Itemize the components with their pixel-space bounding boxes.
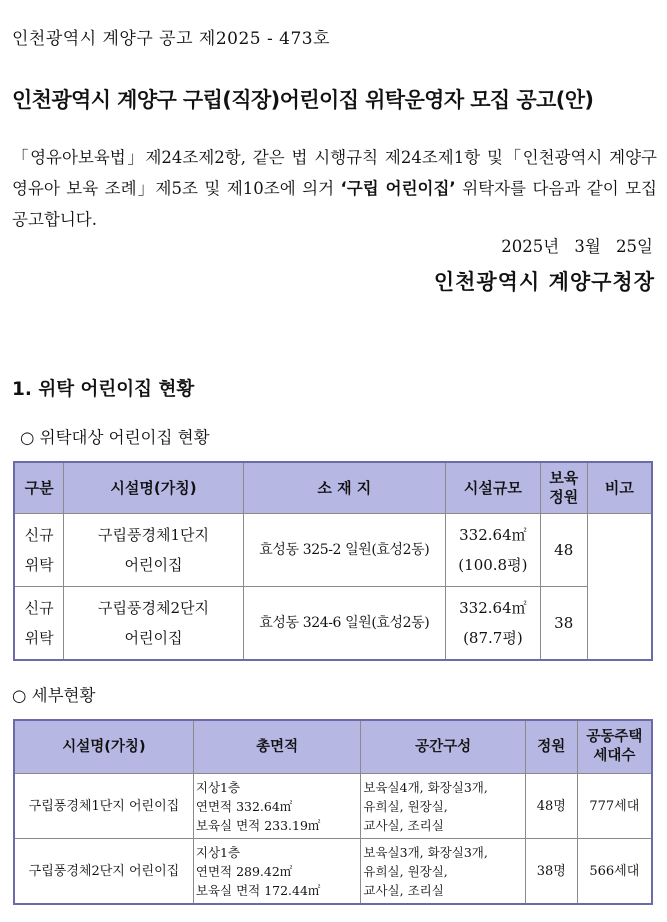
intro-text-1: 「영유아보육법」제24조제2항, 같은 법 시행규칙 제24조제1항 및「인천광역시 계양구 영유아 보육 조례」제5조 및 제10조에 의거 — [12, 148, 657, 198]
page-title: 인천광역시 계양구 구립(직장)어린이집 위탁운영자 모집 공고(안) — [12, 88, 594, 112]
col-header-space: 공간구성 — [361, 720, 525, 774]
cell-size: 332.64㎡ (100.8평) — [445, 514, 540, 587]
table-row — [14, 514, 652, 587]
cell-capacity: 48 — [540, 514, 587, 587]
cell-space: 보육실3개, 화장실3개, 유희실, 원장실, 교사실, 조리실 — [361, 839, 525, 905]
section-heading: 1. 위탁 어린이집 현황 — [12, 379, 195, 400]
col-header-address: 소 재 지 — [243, 462, 445, 514]
cell-households: 566세대 — [577, 839, 652, 905]
intro-paragraph — [12, 142, 657, 235]
cell-space: 보육실4개, 화장실3개, 유희실, 원장실, 교사실, 조리실 — [361, 774, 525, 839]
issuer: 인천광역시 계양구청장 — [433, 270, 655, 294]
col-header-name: 시설명(가칭) — [14, 720, 193, 774]
cell-households: 777세대 — [577, 774, 652, 839]
cell-note — [587, 514, 652, 661]
subsection-heading: ○ 위탁대상 어린이집 현황 — [20, 428, 210, 447]
cell-capacity: 38명 — [525, 839, 577, 905]
col-header-size: 시설규모 — [445, 462, 540, 514]
col-header-capacity: 보육 정원 — [540, 462, 587, 514]
table-header-row — [14, 462, 652, 514]
table-row — [14, 839, 652, 905]
col-header-name: 시설명(가칭) — [64, 462, 243, 514]
cell-address: 효성동 324-6 일원(효성2동) — [243, 587, 445, 661]
cell-area: 지상1층 연면적 332.64㎡ 보육실 면적 233.19㎡ — [193, 774, 361, 839]
cell-name: 구립풍경체2단지 어린이집 — [64, 587, 243, 661]
table-row — [14, 774, 652, 839]
cell-name: 구립풍경체2단지 어린이집 — [14, 839, 193, 905]
intro-text-2: 위탁자를 다음과 같이 모집 공고합니다. — [12, 179, 657, 229]
cell-type: 신규 위탁 — [14, 587, 64, 661]
col-header-type: 구분 — [14, 462, 64, 514]
cell-name: 구립풍경체1단지 어린이집 — [14, 774, 193, 839]
col-header-households: 공동주택 세대수 — [577, 720, 652, 774]
cell-area: 지상1층 연면적 289.42㎡ 보육실 면적 172.44㎡ — [193, 839, 361, 905]
col-header-area: 총면적 — [193, 720, 361, 774]
cell-capacity: 48명 — [525, 774, 577, 839]
cell-capacity: 38 — [540, 587, 587, 661]
col-header-capacity: 정원 — [525, 720, 577, 774]
facility-detail-table — [13, 719, 653, 905]
intro-emphasis: ‘구립 어린이집’ — [340, 179, 456, 198]
cell-address: 효성동 325-2 일원(효성2동) — [243, 514, 445, 587]
table-header-row — [14, 720, 652, 774]
notice-date: 2025년 3월 25일 — [501, 237, 653, 256]
col-header-note: 비고 — [587, 462, 652, 514]
table-row — [14, 587, 652, 661]
cell-name: 구립풍경체1단지 어린이집 — [64, 514, 243, 587]
facility-status-table — [13, 461, 653, 661]
subsection-heading: ○ 세부현황 — [12, 686, 96, 705]
notice-number: 인천광역시 계양구 공고 제2025 - 473호 — [12, 29, 331, 49]
cell-type: 신규 위탁 — [14, 514, 64, 587]
cell-size: 332.64㎡ (87.7평) — [445, 587, 540, 661]
